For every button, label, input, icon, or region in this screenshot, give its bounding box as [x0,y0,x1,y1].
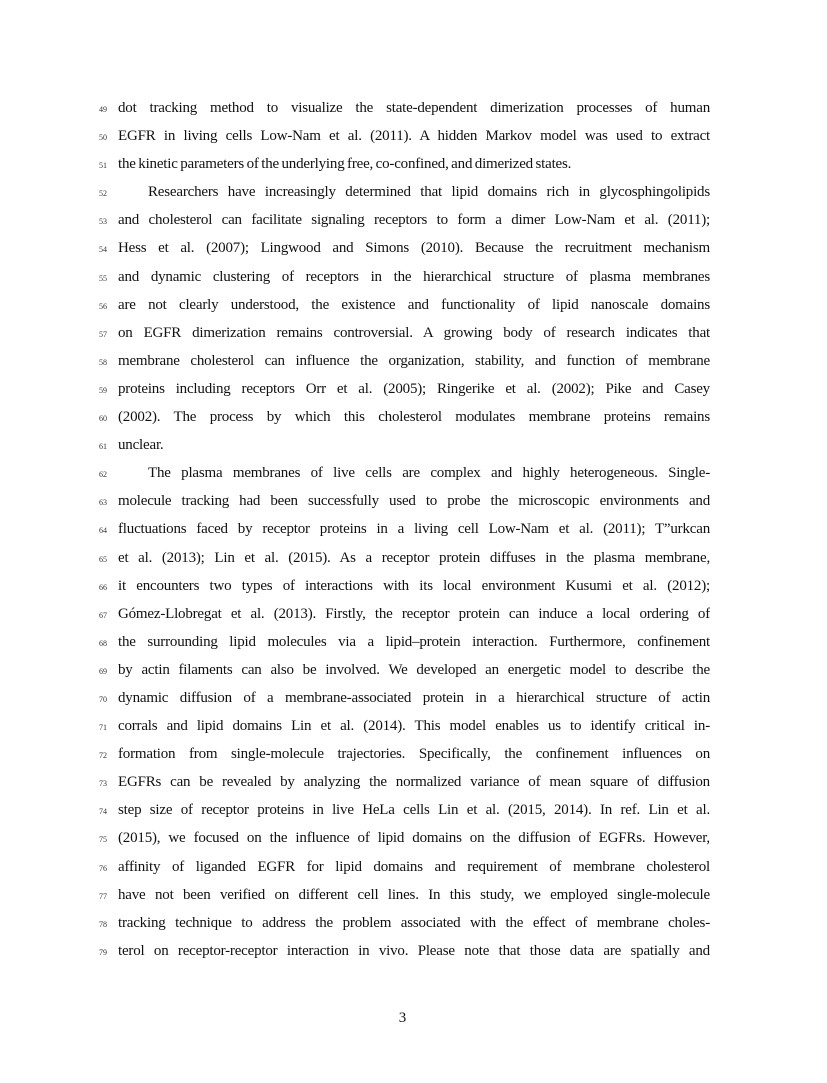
line-text: and cholesterol can facilitate signaling receptors to form a dimer Low-Nam et al. (2011); [118,212,710,229]
line-number: 79 [99,947,107,957]
line-text: EGFRs can be revealed by analyzing the normalized variance of mean square of diffusion [118,774,710,791]
line-number: 63 [99,498,107,508]
line-text: EGFR in living cells Low-Nam et al. (2011). A hidden Markov model was used to extract [118,128,710,145]
line-text: dot tracking method to visualize the state-dependent dimerization processes of human [118,100,710,116]
line-text: step size of receptor proteins in live HeLa cells Lin et al. (2015, 2014). In ref. Lin et al. [118,802,710,819]
line-number: 52 [99,189,107,199]
line-number: 64 [99,526,107,536]
line-number: 72 [99,751,107,761]
line-text: membrane cholesterol can influence the organization, stability, and function of membrane [118,352,710,369]
line-row [95,740,710,768]
line-row [95,515,710,543]
line-text: tracking technique to address the problem associated with the effect of membrane choles- [118,914,710,931]
line-row [95,431,710,459]
line-text: are not clearly understood, the existence and functionality of lipid nanoscale domains [118,296,710,313]
line-text: by actin filaments can also be involved. We developed an energetic model to describe the [118,661,710,678]
line-number: 66 [99,582,107,592]
line-row [95,881,710,909]
line-row [95,459,710,487]
line-text: it encounters two types of interactions with its local environment Kusumi et al. (2012); [118,577,710,594]
line-number: 49 [99,105,107,114]
line-row [95,347,710,375]
line-text: unclear. [118,437,164,454]
line-row [95,656,710,684]
line-text: on EGFR dimerization remains controversial. A growing body of research indicates that [118,324,710,341]
page-number: 3 [398,1010,407,1026]
line-text: Hess et al. (2007); Lingwood and Simons (2010). Because the recruitment mechanism [118,240,710,257]
line-text: molecule tracking had been successfully used to probe the microscopic environments and [118,493,710,510]
line-number: 55 [99,273,107,283]
line-row [95,206,710,234]
line-row [95,375,710,403]
line-number: 61 [99,442,107,452]
line-row [95,94,710,122]
line-row [95,572,710,600]
line-number: 59 [99,385,107,395]
line-row [95,600,710,628]
line-number: 58 [99,357,107,367]
line-number: 78 [99,919,107,929]
line-row [95,628,710,656]
line-row [95,684,710,712]
line-text: fluctuations faced by receptor proteins in a living cell Low-Nam et al. (2011); T”urkcan [118,521,710,538]
line-number: 70 [99,694,107,704]
line-text: (2002). The process by which this cholesterol modulates membrane proteins remains [118,409,710,426]
line-row [95,796,710,824]
line-row [95,150,710,178]
line-number: 65 [99,554,107,564]
line-text: affinity of liganded EGFR for lipid domains and requirement of membrane cholesterol [118,858,710,875]
line-number: 53 [99,217,107,227]
line-row [95,234,710,262]
line-number: 56 [99,301,107,311]
line-row [95,487,710,515]
line-number: 73 [99,779,107,789]
line-number: 57 [99,329,107,339]
line-number: 54 [99,245,107,255]
line-text: et al. (2013); Lin et al. (2015). As a receptor protein diffuses in the plasma membrane, [118,549,710,566]
line-text: corrals and lipid domains Lin et al. (2014). This model enables us to identify critical in- [118,718,710,735]
line-number: 62 [99,470,107,480]
line-text: Gómez-Llobregat et al. (2013). Firstly, the receptor protein can induce a local ordering of [118,605,710,622]
line-row [95,263,710,291]
line-text: the surrounding lipid molecules via a lipid–protein interaction. Furthermore, confinement [118,633,710,650]
line-row [95,319,710,347]
line-number: 51 [99,161,107,171]
line-text: formation from single-molecule trajectories. Specifically, the confinement influences on [118,746,710,763]
line-text: terol on receptor-receptor interaction in vivo. Please note that those data are spatially and [118,942,710,959]
line-row [95,712,710,740]
line-row [95,937,710,965]
line-row [95,824,710,852]
line-row [95,853,710,881]
line-number: 50 [99,133,107,143]
line-text: (2015), we focused on the influence of lipid domains on the diffusion of EGFRs. However, [118,830,710,847]
line-row [95,291,710,319]
line-text: proteins including receptors Orr et al. (2005); Ringerike et al. (2002); Pike and Casey [118,380,710,397]
line-row [95,403,710,431]
line-row [95,122,710,150]
line-number: 76 [99,863,107,873]
text-body [95,94,710,965]
line-number: 67 [99,610,107,620]
line-number: 71 [99,723,107,733]
line-text: The plasma membranes of live cells are complex and highly heterogeneous. Single- [148,465,710,482]
line-text: Researchers have increasingly determined that lipid domains rich in glycosphingolipids [148,184,710,201]
line-row [95,178,710,206]
line-text: and dynamic clustering of receptors in the hierarchical structure of plasma membranes [118,268,710,285]
line-number: 75 [99,835,107,845]
line-number: 60 [99,414,107,424]
line-number: 69 [99,666,107,676]
line-row [95,544,710,572]
line-number: 68 [99,638,107,648]
line-number: 74 [99,807,107,817]
line-number: 77 [99,891,107,901]
line-text: dynamic diffusion of a membrane-associated protein in a hierarchical structure of actin [118,689,710,706]
line-row [95,768,710,796]
line-text: have not been verified on different cell lines. In this study, we employed single-molecule [118,886,710,903]
line-row [95,909,710,937]
line-text: the kinetic parameters of the underlying free, co-confined, and dimerized states. [118,156,572,173]
